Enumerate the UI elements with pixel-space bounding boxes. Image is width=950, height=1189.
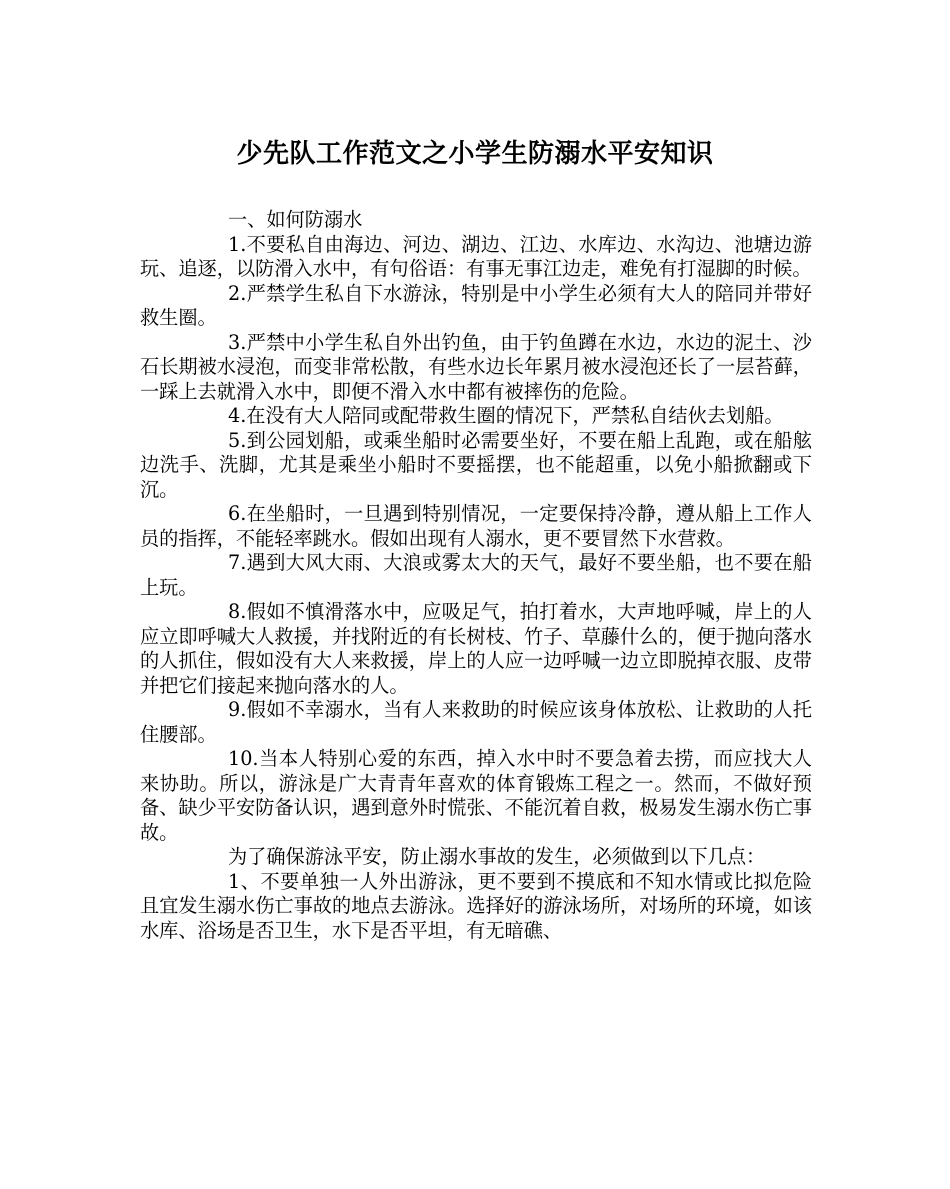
paragraph: 为了确保游泳平安，防止溺水事故的发生，必须做到以下几点： xyxy=(228,845,766,868)
section-heading: 一、如何防溺水 xyxy=(228,208,363,231)
paragraph: 5.到公园划船，或乘坐船时必需要坐好，不要在船上乱跑，或在船舷边洗手、洗脚，尤其是乘坐小船时不要摇摆，也不能超重，以免小船掀翻或下沉。 xyxy=(140,428,812,501)
paragraph: 8.假如不慎滑落水中，应吸足气，拍打着水，大声地呼喊，岸上的人应立即呼喊大人救援，并找附近的有长树枝、竹子、草藤什么的，便于抛向落水的人抓住，假如没有大人来救援，岸上的人应一边呼喊一边立即脱掉衣服、皮带并把它们接起来抛向落水的人。 xyxy=(140,600,812,697)
document-body xyxy=(140,208,812,943)
paragraph: 1.不要私自由海边、河边、湖边、江边、水库边、水沟边、池塘边游玩、追逐，以防滑入水中，有句俗语：有事无事江边走，难免有打湿脚的时候。 xyxy=(140,232,812,280)
paragraph: 2.严禁学生私自下水游泳，特别是中小学生必须有大人的陪同并带好救生圈。 xyxy=(140,281,812,329)
paragraph: 4.在没有大人陪同或配带救生圈的情况下，严禁私自结伙去划船。 xyxy=(228,404,784,427)
paragraph: 1、不要单独一人外出游泳，更不要到不摸底和不知水情或比拟危险且宜发生溺水伤亡事故的地点去游泳。选择好的游泳场所，对场所的环境，如该水库、浴场是否卫生，水下是否平坦，有无暗礁、 xyxy=(140,869,812,942)
paragraph: 7.遇到大风大雨、大浪或雾太大的天气，最好不要坐船，也不要在船上玩。 xyxy=(140,551,812,599)
paragraph: 6.在坐船时，一旦遇到特别情况，一定要保持冷静，遵从船上工作人员的指挥，不能轻率跳水。假如出现有人溺水，更不要冒然下水营救。 xyxy=(140,502,812,550)
paragraph: 9.假如不幸溺水，当有人来救助的时候应该身体放松、让救助的人托住腰部。 xyxy=(140,698,812,746)
document-title: 少先队工作范文之小学生防溺水平安知识 xyxy=(236,139,714,169)
paragraph: 3.严禁中小学生私自外出钓鱼，由于钓鱼蹲在水边，水边的泥土、沙石长期被水浸泡，而变非常松散，有些水边长年累月被水浸泡还长了一层苔藓，一踩上去就滑入水中，即便不滑入水中都有被摔伤的危险。 xyxy=(140,330,812,403)
paragraph: 10.当本人特别心爱的东西，掉入水中时不要急着去捞，而应找大人来协助。所以，游泳是广大青青年喜欢的体育锻炼工程之一。然而，不做好预备、缺少平安防备认识，遇到意外时慌张、不能沉着自救，极易发生溺水伤亡事故。 xyxy=(140,747,812,844)
